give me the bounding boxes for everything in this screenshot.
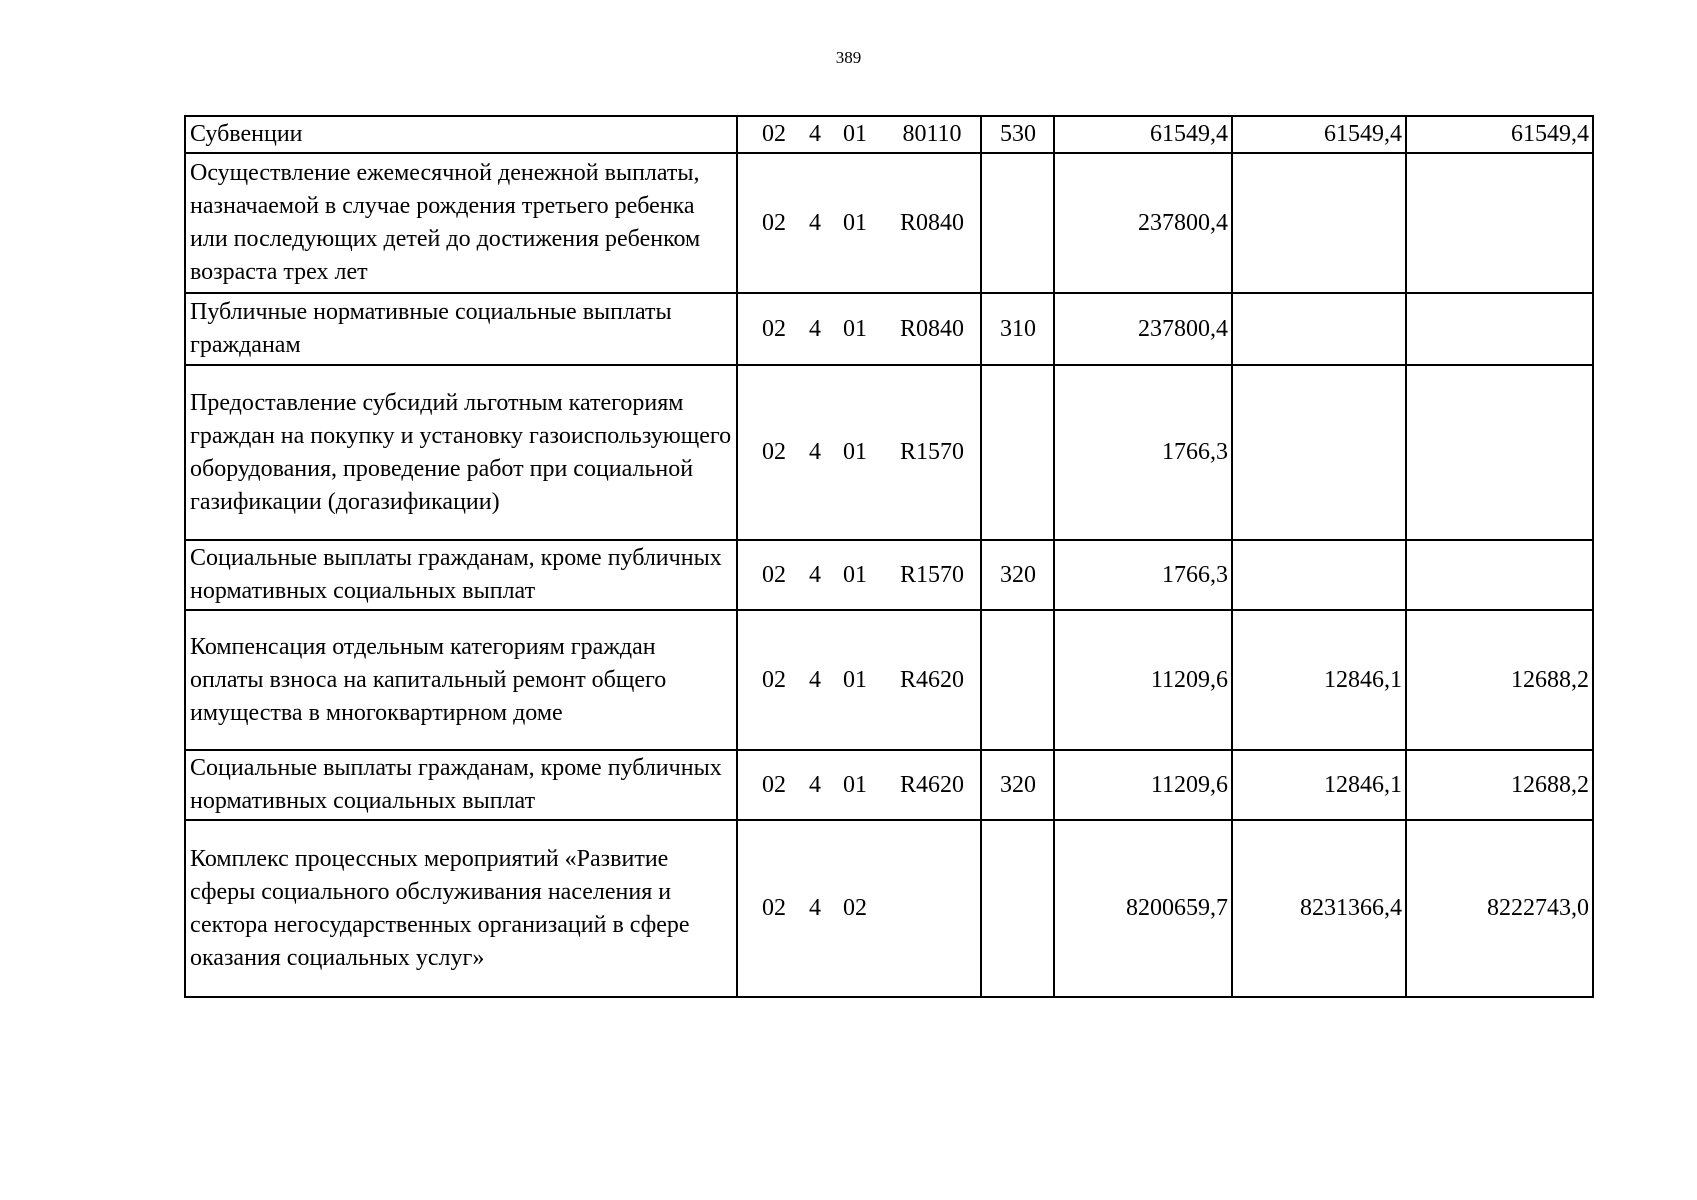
row-name: Социальные выплаты гражданам, кроме публичных нормативных социальных выплат <box>185 750 737 820</box>
code-subprogram: 01 <box>843 121 867 147</box>
code-subprogram: 01 <box>843 666 867 693</box>
amount-year-2: 12846,1 <box>1232 750 1406 820</box>
page-number: 389 <box>835 48 862 67</box>
amount-year-1: 1766,3 <box>1054 540 1232 610</box>
expense-type-code <box>981 820 1054 997</box>
table-row <box>185 116 1593 153</box>
amount-year-1: 11209,6 <box>1054 750 1232 820</box>
expense-type-code: 320 <box>981 540 1054 610</box>
row-code <box>737 820 981 997</box>
code-program: 02 <box>762 895 786 921</box>
table-row <box>185 820 1593 997</box>
code-program: 02 <box>762 121 786 147</box>
code-subprogram: 01 <box>843 771 867 798</box>
amount-year-1: 1766,3 <box>1054 365 1232 540</box>
code-type: 4 <box>809 895 821 921</box>
amount-year-3: 12688,2 <box>1406 750 1593 820</box>
code-subprogram: 01 <box>843 209 867 236</box>
row-name: Компенсация отдельным категориям граждан оплаты взноса на капитальный ремонт общего имущества в многоквартирном доме <box>185 610 737 750</box>
table-row <box>185 750 1593 820</box>
amount-year-2: 61549,4 <box>1232 116 1406 153</box>
amount-year-3: 61549,4 <box>1406 116 1593 153</box>
code-type: 4 <box>809 315 821 342</box>
amount-year-1: 11209,6 <box>1054 610 1232 750</box>
code-program: 02 <box>762 561 786 588</box>
expense-type-code: 320 <box>981 750 1054 820</box>
row-code <box>737 365 981 540</box>
code-direction: R1570 <box>899 439 964 465</box>
row-code <box>737 116 981 153</box>
code-direction: R1570 <box>899 561 964 588</box>
amount-year-3 <box>1406 365 1593 540</box>
code-type: 4 <box>809 771 821 798</box>
code-type: 4 <box>809 121 821 147</box>
amount-year-3 <box>1406 540 1593 610</box>
code-program: 02 <box>762 771 786 798</box>
code-direction: R0840 <box>899 315 964 342</box>
expense-type-code <box>981 153 1054 293</box>
table-row <box>185 540 1593 610</box>
code-type: 4 <box>809 561 821 588</box>
row-name: Публичные нормативные социальные выплаты гражданам <box>185 293 737 365</box>
amount-year-2: 12846,1 <box>1232 610 1406 750</box>
amount-year-1: 61549,4 <box>1054 116 1232 153</box>
table-row <box>185 293 1593 365</box>
code-program: 02 <box>762 315 786 342</box>
row-code <box>737 750 981 820</box>
row-code <box>737 293 981 365</box>
code-subprogram: 01 <box>843 561 867 588</box>
code-subprogram: 01 <box>843 315 867 342</box>
table-row <box>185 365 1593 540</box>
code-direction: R4620 <box>899 666 964 693</box>
amount-year-2 <box>1232 540 1406 610</box>
row-code <box>737 153 981 293</box>
row-name: Социальные выплаты гражданам, кроме публичных нормативных социальных выплат <box>185 540 737 610</box>
row-name: Комплекс процессных мероприятий «Развитие сферы социального обслуживания населения и сектора негосударственных организаций в сфере оказания социальных услуг» <box>185 820 737 997</box>
code-program: 02 <box>762 666 786 693</box>
code-direction: R0840 <box>899 209 964 236</box>
row-name: Субвенции <box>185 116 737 153</box>
code-type: 4 <box>809 209 821 236</box>
amount-year-1: 237800,4 <box>1054 293 1232 365</box>
expense-type-code <box>981 365 1054 540</box>
code-type: 4 <box>809 666 821 693</box>
expense-type-code: 310 <box>981 293 1054 365</box>
code-program: 02 <box>762 209 786 236</box>
amount-year-1: 237800,4 <box>1054 153 1232 293</box>
code-type: 4 <box>809 439 821 465</box>
budget-table <box>184 115 1594 998</box>
table-row <box>185 153 1593 293</box>
table-row <box>185 610 1593 750</box>
amount-year-3: 12688,2 <box>1406 610 1593 750</box>
expense-type-code: 530 <box>981 116 1054 153</box>
row-name: Осуществление ежемесячной денежной выплаты, назначаемой в случае рождения третьего ребенка или последующих детей до достижения ребенком возраста трех лет <box>185 153 737 293</box>
amount-year-1: 8200659,7 <box>1054 820 1232 997</box>
expense-type-code <box>981 610 1054 750</box>
amount-year-3 <box>1406 153 1593 293</box>
code-direction: R4620 <box>899 771 964 798</box>
amount-year-2 <box>1232 153 1406 293</box>
code-program: 02 <box>762 439 786 465</box>
amount-year-3 <box>1406 293 1593 365</box>
code-subprogram: 02 <box>843 895 867 921</box>
code-direction: 80110 <box>902 121 962 147</box>
amount-year-3: 8222743,0 <box>1406 820 1593 997</box>
amount-year-2 <box>1232 293 1406 365</box>
amount-year-2: 8231366,4 <box>1232 820 1406 997</box>
row-code <box>737 540 981 610</box>
row-name: Предоставление субсидий льготным категориям граждан на покупку и установку газоиспользующего оборудования, проведение работ при социальной газификации (догазификации) <box>185 365 737 540</box>
amount-year-2 <box>1232 365 1406 540</box>
row-code <box>737 610 981 750</box>
code-subprogram: 01 <box>843 439 867 465</box>
